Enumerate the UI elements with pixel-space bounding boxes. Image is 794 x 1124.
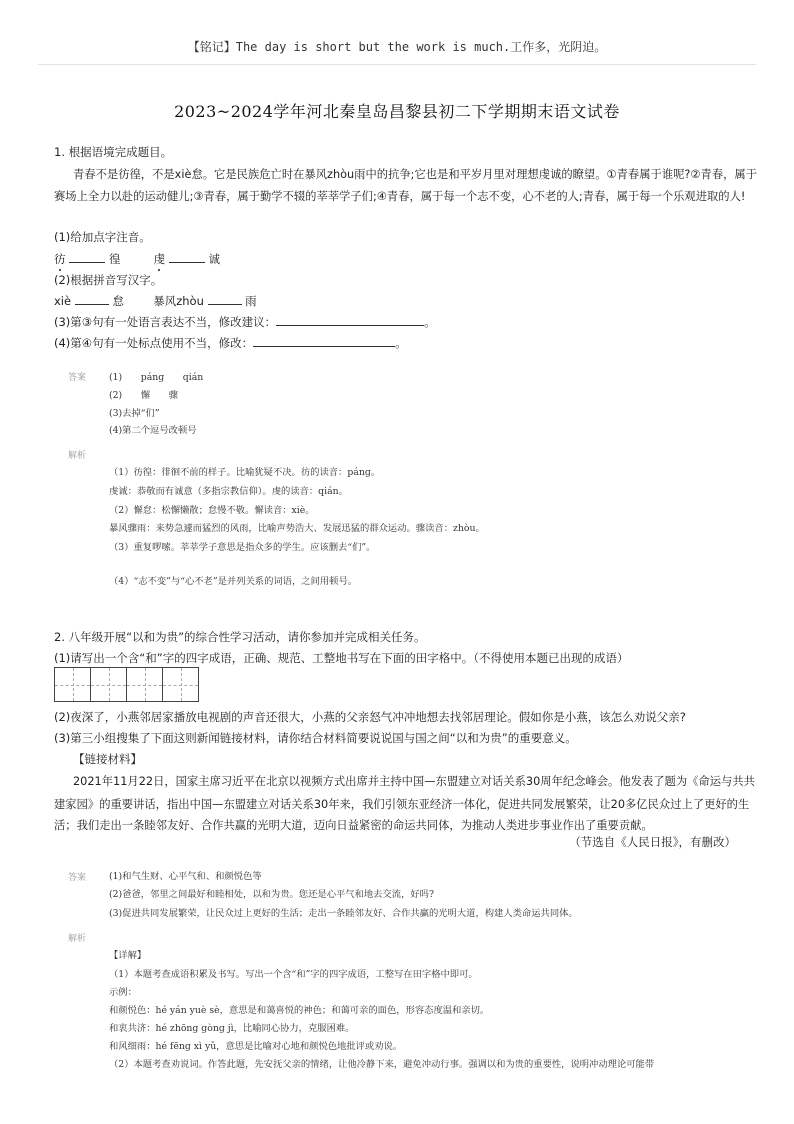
q1-answer-tag: 答案 — [68, 373, 87, 383]
exam-title: 2023~2024学年河北秦皇岛昌黎县初二下学期期末语文试卷 — [174, 102, 620, 121]
q1-stem: 1. 根据语境完成题目。 — [54, 145, 173, 159]
q2-analysis-2: （1）本题考查成语积累及书写。写出一个含“和”字的四字成语，工整写在田字格中即可。 — [109, 969, 478, 980]
q2-link-title: 【链接材料】 — [73, 752, 142, 766]
q2-answer-3: (3)促进共同发展繁荣，让民众过上更好的生活；走出一条睦邻友好、合作共赢的光明大道，构建人类命运共同体。 — [109, 908, 578, 919]
q2-answer-tag: 答案 — [68, 873, 87, 883]
pinyin-xie: xiè — [54, 294, 72, 308]
q1-sub2: (2)根据拼音写汉字。 — [54, 273, 163, 287]
blank-pinyin-1[interactable] — [69, 252, 105, 263]
q1-sub4-text: (4)第④句有一处标点使用不当，修改： — [54, 336, 254, 350]
q1-sub2-items — [54, 293, 257, 309]
q2-answer-1: (1)和气生财、心平气和、和颜悦色等 — [109, 871, 262, 882]
tianzige-cell[interactable] — [90, 667, 127, 702]
q2-sub1: (1)请写出一个含“和”字的四字成语，正确、规范、工整地书写在下面的田字格中。（不得使用本题已出现的成语） — [54, 651, 629, 665]
q1-sub1-items — [54, 251, 220, 267]
q1-sub3-text: (3)第③句有一处语言表达不当，修改建议： — [54, 315, 277, 329]
blank-hanzi-1[interactable] — [75, 294, 109, 305]
tianzige-grid[interactable] — [54, 667, 198, 702]
q2-sub2: (2)夜深了，小燕邻居家播放电视剧的声音还很大，小燕的父亲怒气冲冲地想去找邻居理论。假如你是小燕，该怎么劝说父亲? — [54, 710, 686, 724]
header-motto: 【铭记】The day is short but the work is much.工作多，光阴迫。 — [187, 40, 607, 54]
q2-stem: 2. 八年级开展“以和为贵”的综合性学习活动，请你参加并完成相关任务。 — [54, 630, 426, 644]
tianzige-cell[interactable] — [126, 667, 163, 702]
dotted-char-pang: 彷 — [54, 252, 66, 266]
tianzige-cell[interactable] — [162, 667, 199, 702]
q1-analysis-4: 暴风骤雨：来势急遽而猛烈的风雨，比喻声势浩大、发展迅猛的群众运动。骤读音：zhòu。 — [109, 523, 485, 534]
q2-analysis-6: 和风细雨：hé fēng xì yǔ，意思是比喻对心地和颜悦色地批评或劝说。 — [109, 1041, 403, 1052]
q2-answer-2: (2)爸爸，邻里之间最好和睦相处，以和为贵。您还是心平气和地去交流，好吗? — [109, 889, 434, 900]
q2-material-line3: 活；我们走出一条睦邻友好、合作共赢的光明大道，迈向日益紧密的命运共同体，为推动人类进步事业作出了重要贡献。 — [54, 819, 653, 832]
q1-sub1: (1)给加点字注音。 — [54, 230, 151, 244]
sub2-rest2: 雨 — [245, 294, 257, 308]
q1-analysis-6: （4）“志不变”与“心不老”是并列关系的词语，之间用顿号。 — [109, 576, 358, 587]
blank-sub3[interactable] — [276, 315, 424, 326]
q2-analysis-tag: 解析 — [68, 934, 87, 944]
q1-answer-4: (4)第二个逗号改顿号 — [109, 425, 197, 436]
q1-analysis-5: （3）重复啰嗦。莘莘学子意思是指众多的学生。应该删去“们”。 — [109, 542, 376, 553]
q1-sub3 — [54, 314, 436, 330]
q1-analysis-1: （1）彷徨：徘徊不前的样子。比喻犹疑不决。彷的读音：pánɡ。 — [109, 467, 381, 478]
word1-rest: 徨 — [108, 252, 121, 266]
q1-analysis-2: 虔诚：恭敬而有诚意（多指宗教信仰）。虔的读音：qián。 — [109, 486, 348, 497]
q1-answer-3: (3)去掉“们” — [109, 408, 160, 419]
blank-hanzi-2[interactable] — [208, 294, 242, 305]
q1-passage-line2: 赛场上全力以赴的运动健儿;③青春，属于勤学不辍的莘莘学子们;④青春，属于每一个志不变，心不老的人;青春，属于每一个乐观进取的人! — [54, 190, 746, 203]
q2-material-line1: 2021年11月22日，国家主席习近平在北京以视频方式出席并主持中国—东盟建立对话关系30周年纪念峰会。他发表了题为《命运与共共 — [73, 775, 755, 788]
q1-answer-1: (1) pánɡ qián — [109, 372, 204, 383]
q2-sub3: (3)第三小组搜集了下面这则新闻链接材料，请你结合材料简要说说国与国之间“以和为贵”的重要意义。 — [54, 731, 577, 745]
q2-analysis-1: 【详解】 — [109, 950, 147, 961]
word2-rest: 诚 — [208, 252, 220, 266]
dotted-char-qian: 虔 — [153, 252, 166, 266]
header-divider — [38, 64, 756, 65]
period: 。 — [395, 336, 407, 350]
q1-answer-2: (2) 懈 骤 — [109, 390, 178, 401]
q1-analysis-3: （2）懈怠：松懈懒散；怠慢不敬。懈读音：xiè。 — [109, 505, 315, 516]
q2-analysis-5: 和衷共济：hé zhōng gòng jì，比喻同心协力，克服困难。 — [109, 1023, 355, 1034]
blank-sub4[interactable] — [253, 336, 395, 347]
q1-sub4 — [54, 335, 407, 351]
q2-analysis-4: 和颜悦色：hé yán yuè sè，意思是和蔼喜悦的神色；和蔼可亲的面色，形容态度温和亲切。 — [109, 1005, 490, 1016]
sub2-rest1: 怠 — [112, 294, 124, 308]
q2-material-line2: 建家园》的重要讲话，指出中国—东盟建立对话关系30年来，我们引领东亚经济一体化，促进共同发展繁荣，让20多亿民众过上了更好的生 — [54, 798, 750, 811]
q2-source: （节选自《人民日报》，有删改） — [569, 835, 736, 849]
q1-passage-line1: 青春不是彷徨，不是xiè怠。它是民族危亡时在暴风zhòu雨中的抗争;它也是和平岁月里对理想虔诚的瞭望。①青春属于谁呢?②青春，属于 — [73, 168, 758, 181]
pinyin-zhou: 暴风zhòu — [153, 294, 204, 308]
q2-analysis-7: （2）本题考查劝说词。作答此题，先安抚父亲的情绪，让他冷静下来，避免冲动行事。强调以和为贵的重要性，说明冲动理论可能带 — [109, 1059, 655, 1070]
q1-analysis-tag: 解析 — [68, 451, 87, 461]
q2-analysis-3: 示例： — [109, 987, 137, 998]
blank-pinyin-2[interactable] — [169, 252, 205, 263]
period: 。 — [424, 315, 436, 329]
tianzige-cell[interactable] — [54, 667, 91, 702]
